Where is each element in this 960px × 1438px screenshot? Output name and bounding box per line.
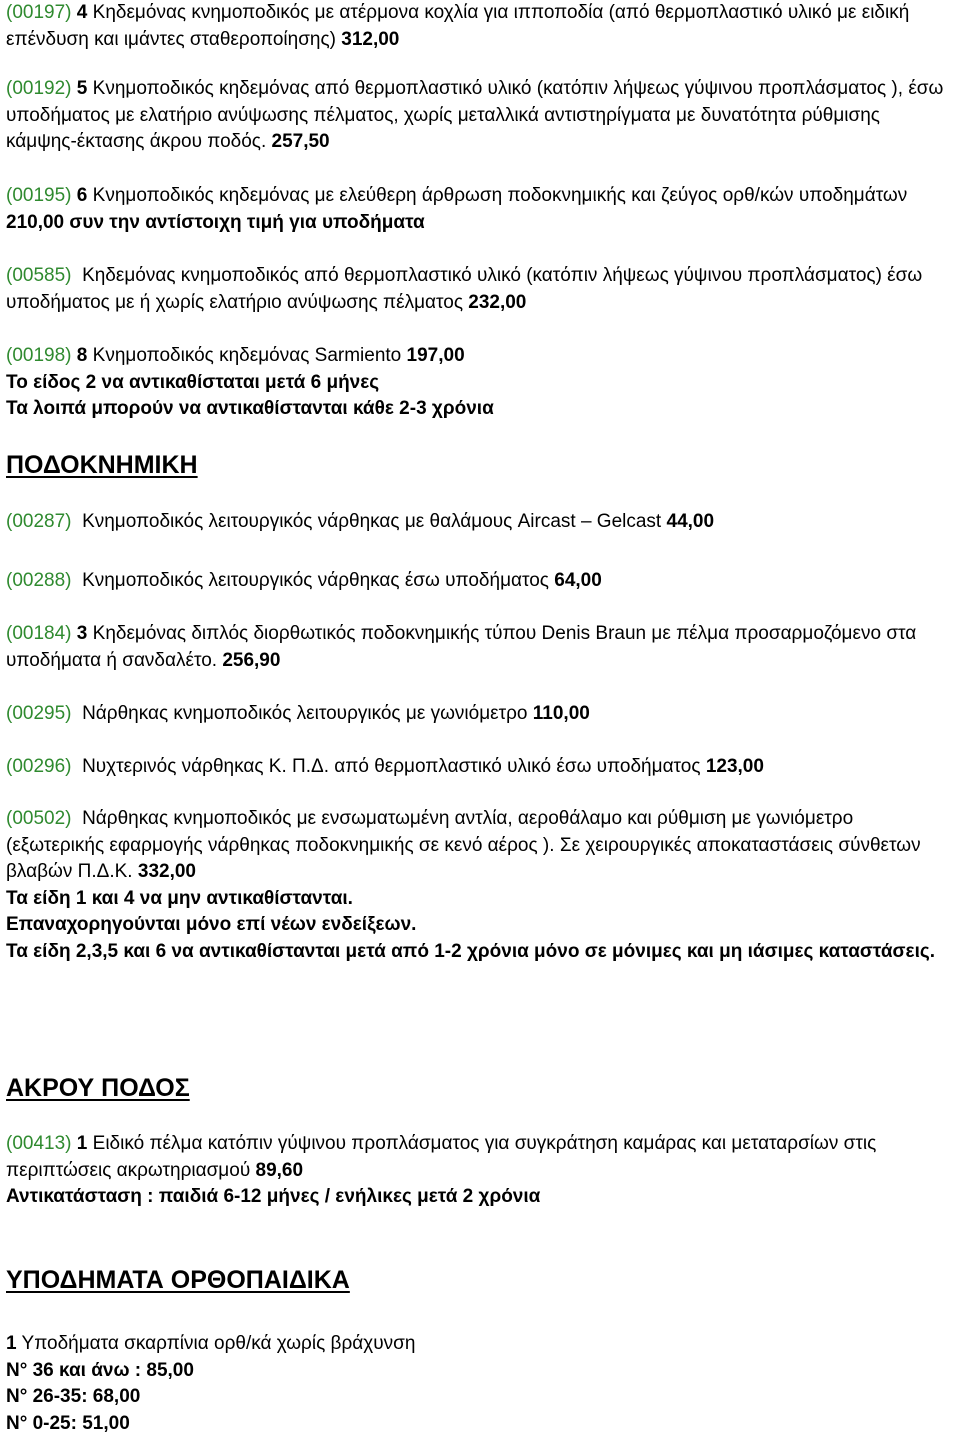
item-code: (00296) xyxy=(6,756,72,777)
item-text: Νάρθηκας κνημοποδικός με ενσωματωμένη αντλία, αεροθάλαμο και ρύθμιση με γωνιόμετρο xyxy=(82,808,854,829)
list-item xyxy=(6,1331,956,1437)
item-code: (00288) xyxy=(6,570,72,591)
item-text: Κνημοποδικός λειτουργικός νάρθηκας έσω υποδήματος xyxy=(82,570,549,591)
item-code: (00287) xyxy=(6,511,72,532)
item-note: συν την αντίστοιχη τιμή για υποδήματα xyxy=(69,211,425,233)
item-qty: 3 xyxy=(76,623,88,644)
item-text: Κηδεμόνας διπλός διορθωτικός ποδοκνημικής τύπου Denis Braun με πέλμα προσαρμοζόμενο στα υποδήματα ή σανδαλέτο. xyxy=(6,623,917,671)
list-item xyxy=(6,263,956,316)
item-text: Κνημοποδικός κηδεμόνας με ελεύθερη άρθρωση ποδοκνημικής και ζεύγος ορθ/κών υποδημάτων xyxy=(92,185,908,206)
list-item xyxy=(6,343,956,423)
list-item xyxy=(6,806,956,965)
section-heading: ΠΟΔΟΚΝΗΜΙΚΗ xyxy=(6,451,198,479)
list-item xyxy=(6,509,956,536)
item-price: 89,60 xyxy=(255,1159,304,1181)
list-item xyxy=(6,621,956,674)
item-price: 210,00 xyxy=(6,211,65,233)
item-text: Νάρθηκας κνημοποδικός λειτουργικός με γωνιόμετρο xyxy=(82,703,528,724)
list-item xyxy=(6,76,956,156)
item-price: 123,00 xyxy=(705,756,764,777)
item-code: (00184) xyxy=(6,623,72,644)
replacement-note: Το είδος 2 να αντικαθίσταται μετά 6 μήνες xyxy=(6,371,380,393)
size-price: N° 36 και άνω : 85,00 xyxy=(6,1359,194,1381)
item-code: (00413) xyxy=(6,1133,72,1154)
replacement-note: Τα είδη 1 και 4 να μην αντικαθίστανται. xyxy=(6,887,353,909)
list-item xyxy=(6,568,956,595)
list-item xyxy=(6,1131,956,1211)
item-price: 256,90 xyxy=(222,649,281,671)
replacement-note: Τα είδη 2,3,5 και 6 να αντικαθίστανται μετά από 1-2 χρόνια μόνο σε μόνιμες και μη ιάσιμες καταστάσεις. xyxy=(6,940,936,962)
item-qty: 4 xyxy=(76,2,88,23)
item-code: (00502) xyxy=(6,808,72,829)
item-qty: 1 xyxy=(6,1333,17,1354)
list-item xyxy=(6,183,956,236)
item-price: 257,50 xyxy=(271,131,330,152)
item-text-continued xyxy=(6,833,956,886)
item-code: (00195) xyxy=(6,185,72,206)
item-code: (00197) xyxy=(6,2,72,23)
item-code: (00295) xyxy=(6,703,72,724)
item-price: 110,00 xyxy=(532,703,590,724)
item-price: 44,00 xyxy=(666,511,715,532)
item-text: Υποδήματα σκαρπίνια ορθ/κά χωρίς βράχυνση xyxy=(21,1333,416,1354)
size-price: N° 0-25: 51,00 xyxy=(6,1412,130,1434)
item-qty: 1 xyxy=(76,1133,88,1154)
section-heading: ΑΚΡΟΥ ΠΟΔΟΣ xyxy=(6,1074,190,1102)
list-item xyxy=(6,754,956,781)
item-qty: 8 xyxy=(76,345,88,366)
item-price: 312,00 xyxy=(341,28,400,50)
replacement-note: Επαναχορηγούνται μόνο επί νέων ενδείξεων. xyxy=(6,914,417,935)
size-price: N° 26-35: 68,00 xyxy=(6,1386,141,1407)
item-price: 232,00 xyxy=(468,291,527,313)
item-text: Νυχτερινός νάρθηκας Κ. Π.Δ. από θερμοπλαστικό υλικό έσω υποδήματος xyxy=(82,756,701,777)
item-price: 332,00 xyxy=(137,861,196,882)
item-code: (00585) xyxy=(6,265,72,286)
item-text: Κνημοποδικός κηδεμόνας από θερμοπλαστικό υλικό (κατόπιν λήψεως γύψινου προπλάσματος ), έσω υποδήματος με ελατήριο ανύψωσης πέλματος, χωρίς μεταλλικά αντιστηρίγματα με δυνατότητα ρύθμισης κάμψης-έκτασης άκρου ποδός. xyxy=(6,78,944,152)
item-text: Κηδεμόνας κνημοποδικός με ατέρμονα κοχλία για ιπποποδία (από θερμοπλαστικό υλικό με ειδική επένδυση και ιμάντες σταθεροποίησης) xyxy=(6,2,910,50)
item-price: 197,00 xyxy=(406,345,465,366)
replacement-note: Αντικατάσταση : παιδιά 6-12 μήνες / ενήλικες μετά 2 χρόνια xyxy=(6,1186,541,1207)
item-text: Κηδεμόνας κνημοποδικός από θερμοπλαστικό υλικό (κατόπιν λήψεως γύψινου προπλάσματος) έσω υποδήματος με ή χωρίς ελατήριο ανύψωσης πέλματος xyxy=(6,265,923,313)
item-qty: 5 xyxy=(76,78,88,99)
item-code: (00198) xyxy=(6,345,72,366)
item-text: Κνημοποδικός κηδεμόνας Sarmiento xyxy=(92,345,402,366)
item-qty: 6 xyxy=(76,185,88,206)
section-heading: ΥΠΟΔΗΜΑΤΑ ΟΡΘΟΠΑΙΔΙΚΑ xyxy=(6,1266,350,1294)
item-code: (00192) xyxy=(6,78,72,99)
list-item xyxy=(6,0,956,53)
list-item xyxy=(6,701,956,728)
item-text: Ειδικό πέλμα κατόπιν γύψινου προπλάσματος για συγκράτηση καμάρας και μεταταρσίων στις περιπτώσεις ακρωτηριασμού xyxy=(6,1133,877,1181)
item-text: (εξωτερικής εφαρμογής νάρθηκας ποδοκνημικής σε κενό αέρος ). Σε χειρουργικές αποκαταστάσεις σύνθετων βλαβών Π.Δ.Κ. xyxy=(6,834,921,882)
replacement-note: Τα λοιπά μπορούν να αντικαθίστανται κάθε 2-3 χρόνια xyxy=(6,398,494,419)
item-price: 64,00 xyxy=(554,570,602,591)
item-text: Κνημοποδικός λειτουργικός νάρθηκας με θαλάμους Aircast – Gelcast xyxy=(82,511,662,532)
